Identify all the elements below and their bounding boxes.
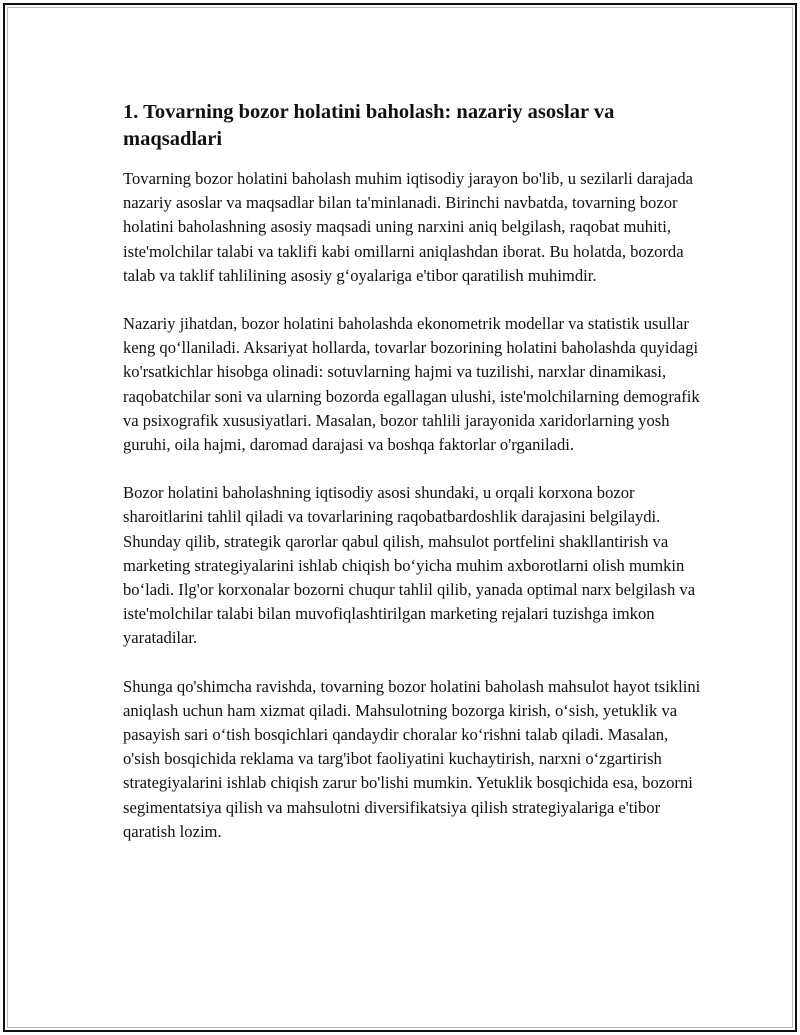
- page-frame: [3, 3, 797, 1032]
- paragraph-3: Bozor holatini baholashning iqtisodiy asosi shundaki, u orqali korxona bozor sharoitlarini tahlil qiladi va tovarlarining raqobatbardoshlik darajasini belgilaydi. Shunday qilib, strategik qarorlar qabul qilish, mahsulot portfelini shakllantirish va marketing strategiyalarini ishlab chiqish bo‘yicha muhim axborotlarni olish mumkin bo‘ladi. Ilg'or korxonalar bozorni chuqur tahlil qilib, yanada optimal narx belgilash va iste'molchilar talabi bilan muvofiqlashtirilgan marketing rejalari tuzishga imkon yaratadilar.: [123, 483, 696, 648]
- paragraph-1: Tovarning bozor holatini baholash muhim iqtisodiy jarayon bo'lib, u sezilarli darajada nazariy asoslar va maqsadlar bilan ta'minlanadi. Birinchi navbatda, tovarning bozor holatini baholashning asosiy maqsadi uning narxini aniq belgilash, raqobat muhiti, iste'molchilar talabi va taklifi kabi omillarni aniqlashdan iborat. Bu holatda, bozorda talab va taklif tahlilining asosiy g‘oyalariga e'tibor qaratilish muhimdir.: [123, 169, 694, 285]
- document-body: [123, 99, 703, 868]
- paragraph-2: Nazariy jihatdan, bozor holatini baholashda ekonometrik modellar va statistik usullar keng qo‘llaniladi. Aksariyat hollarda, tovarlar bozorining holatini baholashda quyidagi ko'rsatkichlar hisobga olinadi: sotuvlarning hajmi va tuzilishi, narxlar dinamikasi, raqobatchilar soni va ularning bozorda egallagan ulushi, iste'molchilarning demografik va psixografik xususiyatlari. Masalan, bozor tahlili jarayonida xaridorlarning yosh guruhi, oila hajmi, daromad darajasi va boshqa faktorlar o'rganiladi.: [123, 314, 700, 455]
- paragraph-4: Shunga qo'shimcha ravishda, tovarning bozor holatini baholash mahsulot hayot tsiklini aniqlash uchun ham xizmat qiladi. Mahsulotning bozorga kirish, o‘sish, yetuklik va pasayish sari o‘tish bosqichlari qandaydir choralar ko‘rishni talab qiladi. Masalan, o'sish bosqichida reklama va targ'ibot faoliyatini kuchaytirish, narxni o‘zgartirish strategiyalarini ishlab chiqish zarur bo'lishi mumkin. Yetuklik bosqichida esa, bozorni segimentatsiya qilish va mahsulotni diversifikatsiya qilish strategiyalariga e'tibor qaratish lozim.: [123, 676, 701, 841]
- section-heading: 1. Tovarning bozor holatini baholash: nazariy asoslar va maqsadlari: [123, 101, 615, 150]
